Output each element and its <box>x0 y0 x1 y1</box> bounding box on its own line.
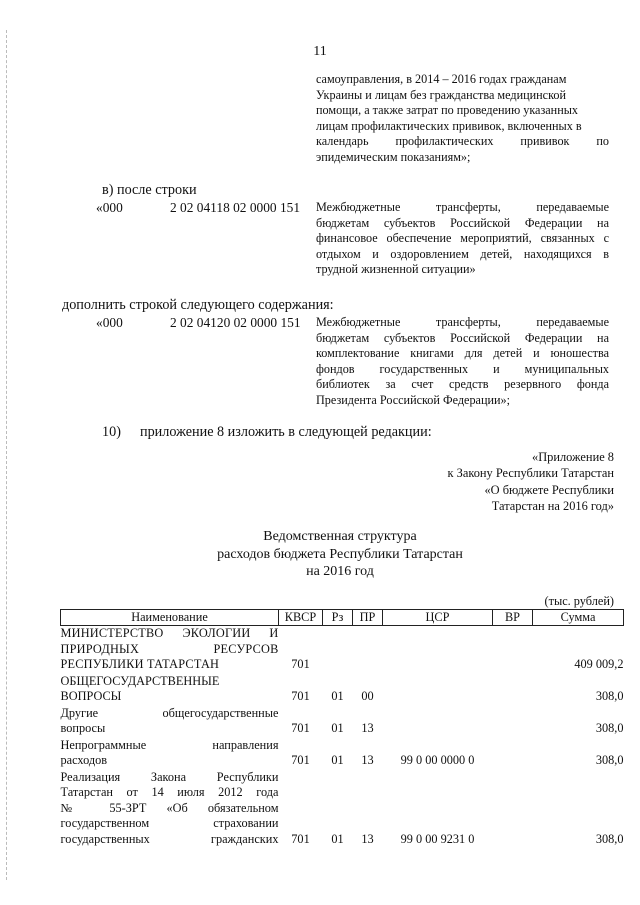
row-vr <box>493 706 533 738</box>
row-rz: 01 <box>331 831 344 846</box>
text-line: к Закону Республики Татарстан <box>447 466 614 481</box>
row-kvsr: 701 <box>291 689 310 703</box>
margin-line <box>6 30 7 880</box>
name-line: расходов <box>60 753 108 767</box>
text-line: бюджетам субъектов Российской Федерации на <box>316 215 609 230</box>
row-csr <box>383 706 493 738</box>
item-v-admin: «000 <box>96 200 123 215</box>
row-csr <box>383 674 493 706</box>
text-line: фондов государственных и муниципальных <box>316 361 609 376</box>
row-kvsr: 701 <box>291 657 310 671</box>
row-sum: 308,0 <box>595 753 624 767</box>
title-line: Ведомственная структура <box>263 529 417 544</box>
text-line: «О бюджете Республики <box>484 482 614 497</box>
name-line: ВОПРОСЫ <box>60 689 122 703</box>
table-row <box>61 738 624 770</box>
name-line: Непрограммные направления <box>60 737 279 752</box>
text-line: календарь профилактических прививок по <box>316 134 609 149</box>
row-pr: 00 <box>361 689 374 703</box>
item-10-text: приложение 8 изложить в следующей редакции: <box>140 424 432 440</box>
name-line: МИНИСТЕРСТВО ЭКОЛОГИИ И <box>60 626 279 640</box>
name-line: вопросы <box>60 721 106 735</box>
table-row <box>61 626 624 674</box>
units-label: (тыс. рублей) <box>544 594 614 608</box>
row-kvsr: 701 <box>291 831 310 846</box>
row-csr <box>383 626 493 674</box>
row-vr <box>493 674 533 706</box>
item-10-number: 10) <box>102 424 121 440</box>
row-kvsr: 701 <box>291 721 310 735</box>
text-line: Татарстан на 2016 год» <box>491 498 614 513</box>
row-name <box>61 674 279 706</box>
name-line: государственном страховании <box>60 816 279 830</box>
row-pr <box>353 626 383 674</box>
add-row-description <box>316 315 609 409</box>
text-line: трудной жизненной ситуации» <box>316 262 476 277</box>
row-pr: 13 <box>361 721 374 735</box>
row-csr: 99 0 00 9231 0 <box>400 831 475 846</box>
add-row-admin: «000 <box>96 315 123 330</box>
text-line: комплектование книгами для детей и юношества <box>316 346 609 361</box>
header-name: Наименование <box>61 610 279 626</box>
item-v-description <box>316 200 609 278</box>
row-kvsr: 701 <box>291 753 310 767</box>
name-line: государственных гражданских <box>60 831 279 846</box>
name-line: ОБЩЕГОСУДАРСТВЕННЫЕ <box>60 673 220 688</box>
name-line: Татарстан от 14 июля 2012 года <box>60 785 279 799</box>
header-pr: ПР <box>353 610 383 626</box>
text-line: «Приложение 8 <box>532 450 614 464</box>
text-line: Межбюджетные трансферты, передаваемые <box>316 200 609 214</box>
title-line: на 2016 год <box>306 564 374 579</box>
header-vr: ВР <box>493 610 533 626</box>
text-line: отдыхом и оздоровлением детей, находящихся в <box>316 246 609 261</box>
row-vr <box>493 738 533 770</box>
continuation-text <box>316 72 609 166</box>
name-line: Реализация Закона Республики <box>60 769 279 784</box>
appendix-header <box>354 449 614 514</box>
name-line: ПРИРОДНЫХ РЕСУРСОВ <box>60 641 279 656</box>
table-header-row <box>61 610 624 626</box>
page-number: 11 <box>313 44 327 59</box>
item-v-label: в) после строки <box>102 182 197 198</box>
row-rz: 01 <box>331 689 344 703</box>
row-pr: 13 <box>361 831 374 846</box>
title-line: расходов бюджета Республики Татарстан <box>217 546 463 562</box>
add-row-label: дополнить строкой следующего содержания: <box>62 297 334 313</box>
row-csr: 99 0 00 0000 0 <box>400 753 475 767</box>
text-line: бюджетам субъектов Российской Федерации на <box>316 330 609 345</box>
expenditure-table <box>60 609 624 848</box>
header-sum: Сумма <box>533 610 624 626</box>
row-name <box>61 770 279 849</box>
table-row <box>61 706 624 738</box>
header-rz: Рз <box>323 610 353 626</box>
text-line: финансовое обеспечение мероприятий, связанных с <box>316 231 609 246</box>
row-sum: 409 009,2 <box>574 657 624 671</box>
text-line: Межбюджетные трансферты, передаваемые <box>316 315 609 329</box>
row-vr <box>493 626 533 674</box>
table-row <box>61 674 624 706</box>
header-csr: ЦСР <box>383 610 493 626</box>
text-line: помощи, а также затрат по проведению указанных <box>316 103 579 118</box>
row-sum: 308,0 <box>595 831 624 846</box>
row-pr: 13 <box>361 753 374 767</box>
item-v-code: 2 02 04118 02 0000 151 <box>170 200 301 215</box>
name-line: РЕСПУБЛИКИ ТАТАРСТАН <box>60 657 220 671</box>
text-line: Президента Российской Федерации»; <box>316 392 510 407</box>
row-sum: 308,0 <box>595 689 624 703</box>
table-row <box>61 770 624 849</box>
add-row-code: 2 02 04120 02 0000 151 <box>170 315 301 330</box>
header-kvsr: КВСР <box>279 610 323 626</box>
text-line: библиотек за счет средств резервного фонда <box>316 377 609 392</box>
text-line: самоуправления, в 2014 – 2016 годах гражданам <box>316 72 567 86</box>
text-line: Украины и лицам без гражданства медицинской <box>316 87 567 102</box>
row-name <box>61 706 279 738</box>
text-line: эпидемическим показаниям»; <box>316 149 471 164</box>
row-name <box>61 738 279 770</box>
row-vr <box>493 770 533 849</box>
row-rz <box>323 626 353 674</box>
document-title <box>160 528 520 581</box>
name-line: Другие общегосударственные <box>60 705 279 720</box>
name-line: № 55-ЗРТ «Об обязательном <box>60 800 279 815</box>
row-sum: 308,0 <box>595 721 624 735</box>
row-rz: 01 <box>331 753 344 767</box>
row-rz: 01 <box>331 721 344 735</box>
text-line: лицам профилактических прививок, включенных в <box>316 118 582 133</box>
row-name <box>61 626 279 674</box>
